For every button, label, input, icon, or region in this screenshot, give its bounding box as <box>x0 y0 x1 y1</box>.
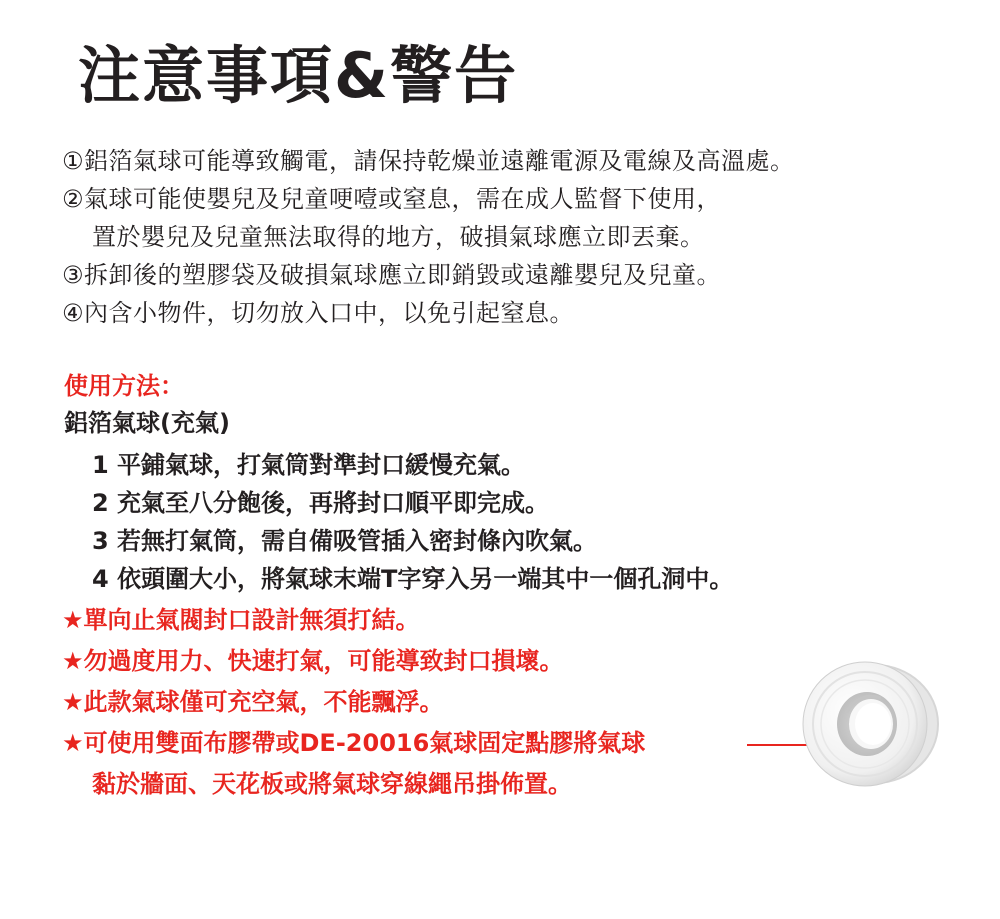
warning-item: ③拆卸後的塑膠袋及破損氣球應立即銷毀或遠離嬰兒及兒童。 <box>62 261 722 289</box>
warning-item: ②氣球可能使嬰兒及兒童哽噎或窒息，需在成人監督下使用， <box>62 185 722 213</box>
usage-step: 4 依頭圍大小，將氣球末端T字穿入另一端其中一個孔洞中。 <box>92 565 734 593</box>
note-item-continued: 黏於牆面、天花板或將氣球穿線繩吊掛佈置。 <box>92 770 572 798</box>
usage-subheading: 鋁箔氣球(充氣) <box>64 409 230 437</box>
warning-item-continued: 置於嬰兒及兒童無法取得的地方，破損氣球應立即丟棄。 <box>92 223 705 251</box>
usage-step: 2 充氣至八分飽後，再將封口順平即完成。 <box>92 489 550 517</box>
usage-step: 3 若無打氣筒，需自備吸管插入密封條內吹氣。 <box>92 527 598 555</box>
warning-item: ①鋁箔氣球可能導致觸電，請保持乾燥並遠離電源及電線及高溫處。 <box>62 147 795 175</box>
glue-dots-tape-roll-image <box>795 652 945 792</box>
page-title: 注意事項&警告 <box>78 39 519 112</box>
warning-list <box>62 142 795 332</box>
usage-heading: 使用方法： <box>64 372 184 400</box>
usage-steps <box>92 446 733 598</box>
note-item: ★可使用雙面布膠帶或DE-20016氣球固定點膠將氣球 <box>62 729 646 757</box>
notes-list <box>62 600 645 805</box>
usage-step: 1 平鋪氣球，打氣筒對準封口緩慢充氣。 <box>92 451 526 479</box>
tape-roll-icon <box>795 652 945 792</box>
note-item: ★單向止氣閥封口設計無須打結。 <box>62 606 420 634</box>
note-item: ★此款氣球僅可充空氣，不能飄浮。 <box>62 688 444 716</box>
warning-item: ④內含小物件，切勿放入口中，以免引起窒息。 <box>62 299 575 327</box>
note-item: ★勿過度用力、快速打氣，可能導致封口損壞。 <box>62 647 564 675</box>
